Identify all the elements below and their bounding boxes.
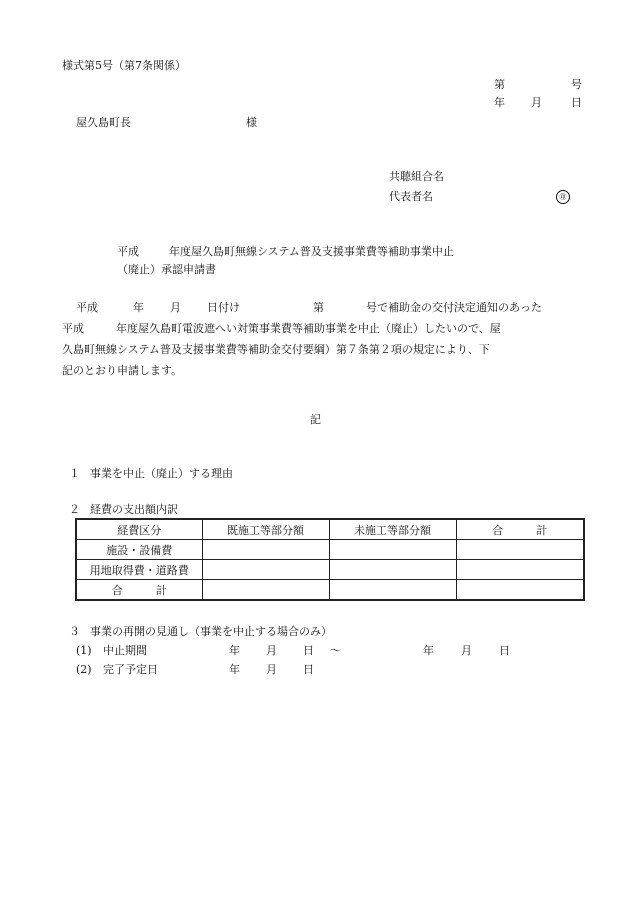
- item1-label: 中止期間: [103, 644, 147, 657]
- addressee-name: 屋久島町長: [76, 116, 131, 129]
- body-line1-rest: 号で補助金の交付決定通知のあった: [366, 301, 542, 314]
- section3-num: ３: [69, 625, 80, 638]
- table-cell: [329, 580, 456, 601]
- seal-icon: ㊞: [556, 190, 570, 204]
- table-cell: [329, 540, 456, 560]
- doc-number-go: 号: [571, 78, 582, 91]
- header-completed: 既施工等部分額: [202, 519, 329, 540]
- header-total: 合 計: [456, 519, 584, 540]
- section3-label: 事業の再開の見通し（事業を中止する場合のみ）: [90, 625, 332, 638]
- table-cell: [456, 580, 584, 601]
- body-year: 年: [133, 301, 144, 314]
- item2-label: 完了予定日: [103, 663, 158, 676]
- item1-year2: 年: [423, 644, 434, 657]
- title-era: 平成: [117, 245, 139, 258]
- body-line2-rest: 年度屋久島町電波遮へい対策事業費等補助事業を中止（廃止）したいので、屋: [116, 322, 501, 335]
- body-line4: 記のとおり申請します。: [62, 364, 183, 377]
- title-line2: （廃止）承認申請書: [117, 263, 216, 276]
- item2-year: 年: [229, 663, 240, 676]
- expense-table: [75, 518, 585, 601]
- header-category: 経費区分: [76, 519, 202, 540]
- body-day: 日付け: [207, 301, 240, 314]
- header-uncompleted: 未施工等部分額: [329, 519, 456, 540]
- row-category: 合 計: [76, 580, 202, 601]
- item1-day: 日: [303, 644, 314, 657]
- item2-month: 月: [266, 663, 277, 676]
- item1-month: 月: [266, 644, 277, 657]
- item1-num: (1): [76, 644, 92, 657]
- seal-mark: [556, 190, 570, 204]
- association-label: 共聴組合名: [389, 170, 444, 183]
- row-category: 用地取得費・道路費: [76, 560, 202, 580]
- section2-num: ２: [69, 503, 80, 516]
- form-number: 様式第5号（第7条関係）: [62, 59, 186, 72]
- body-month: 月: [170, 301, 181, 314]
- table-row: [76, 540, 584, 560]
- representative-label: 代表者名: [389, 190, 433, 203]
- table-cell: [456, 540, 584, 560]
- addressee-honorific: 様: [246, 116, 257, 129]
- title-line1: 年度屋久島町無線システム普及支援事業費等補助事業中止: [169, 245, 454, 258]
- body-dai: 第: [313, 301, 324, 314]
- body-era: 平成: [76, 301, 98, 314]
- body-line2-era: 平成: [62, 322, 84, 335]
- item1-year: 年: [229, 644, 240, 657]
- table-row: [76, 560, 584, 580]
- section2-label: 経費の支出額内訳: [90, 503, 178, 516]
- ki-heading: 記: [310, 413, 321, 426]
- section1-num: １: [69, 467, 80, 480]
- row-category: 施設・設備費: [76, 540, 202, 560]
- table-cell: [329, 560, 456, 580]
- section1-label: 事業を中止（廃止）する理由: [90, 467, 233, 480]
- item2-day: 日: [303, 663, 314, 676]
- table-cell: [202, 540, 329, 560]
- table-row: [76, 580, 584, 601]
- item1-month2: 月: [461, 644, 472, 657]
- body-line3: 久島町無線システム普及支援事業費等補助金交付要綱）第７条第２項の規定により、下: [62, 343, 490, 356]
- table-cell: [456, 560, 584, 580]
- table-cell: [202, 560, 329, 580]
- table-cell: [202, 580, 329, 601]
- date-year: 年: [494, 96, 505, 109]
- table-header-row: [76, 519, 584, 540]
- item1-tilde: ～: [330, 644, 341, 657]
- item2-num: (2): [76, 663, 92, 676]
- date-day: 日: [571, 96, 582, 109]
- item1-day2: 日: [499, 644, 510, 657]
- date-month: 月: [531, 96, 542, 109]
- doc-number-dai: 第: [494, 78, 505, 91]
